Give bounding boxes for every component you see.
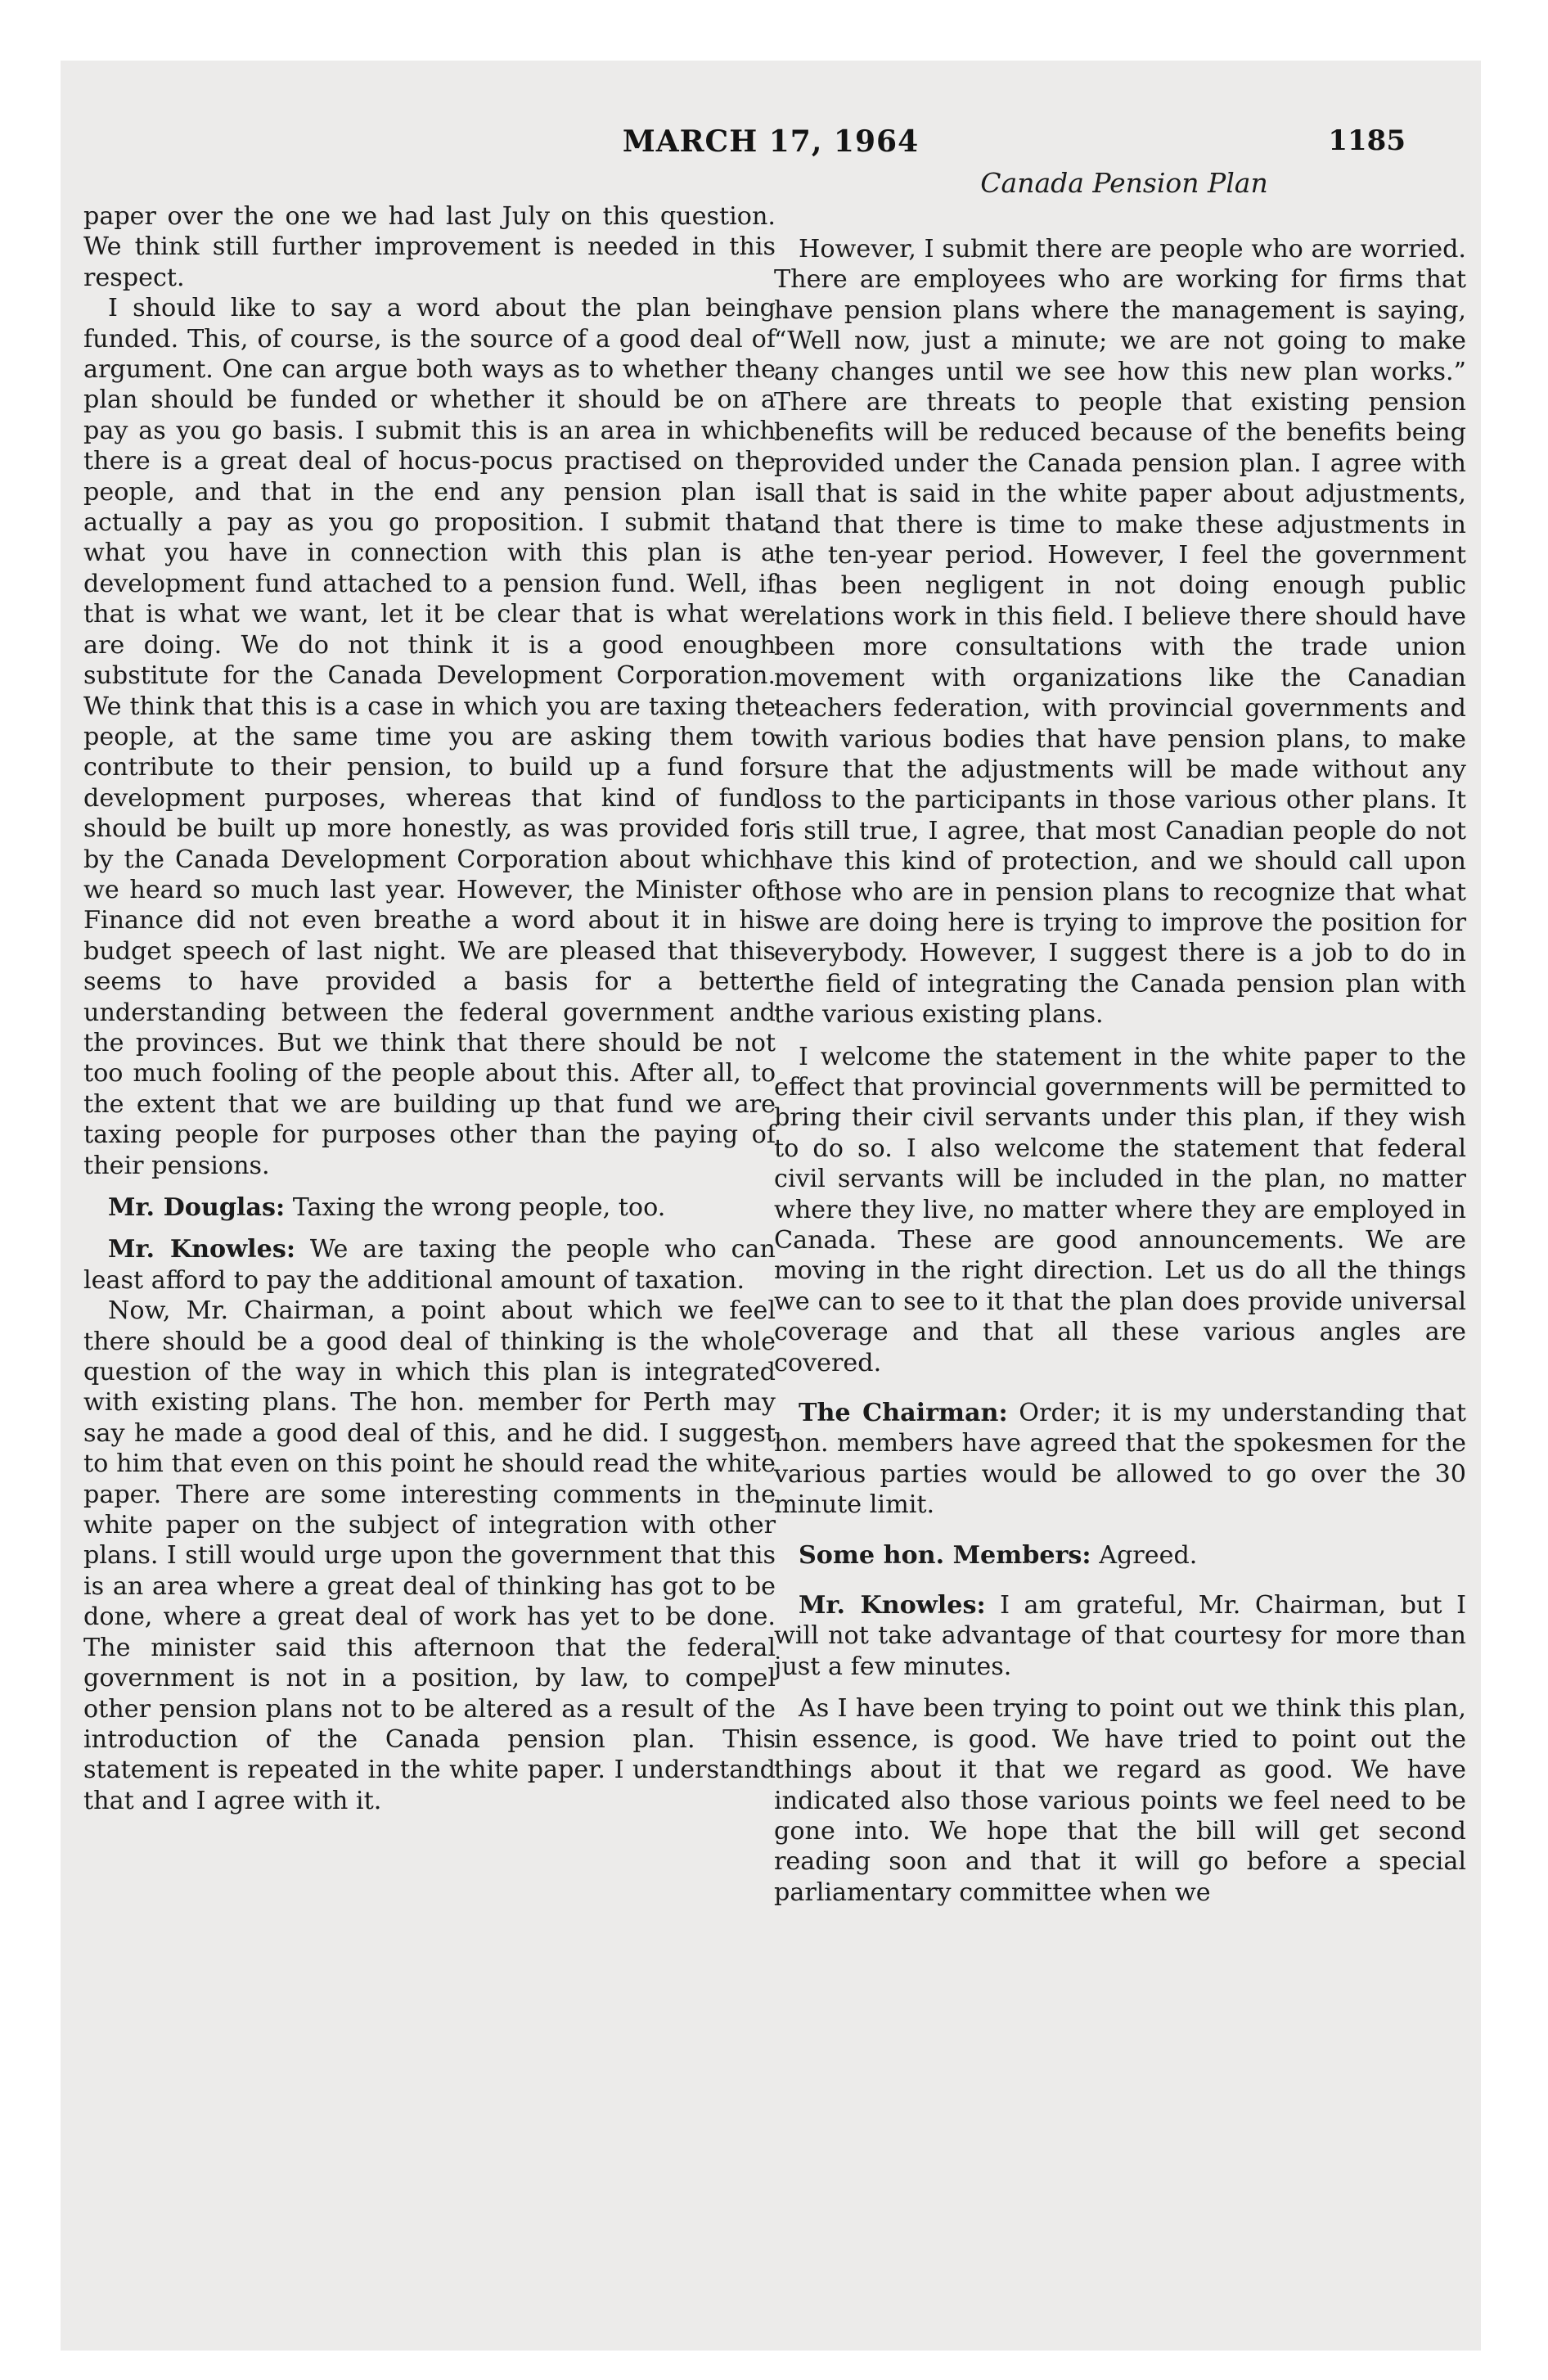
speaker-name: Mr. Knowles: (108, 1235, 295, 1264)
speech (774, 1398, 1466, 1521)
page-number: 1185 (1328, 124, 1406, 157)
left-column (83, 201, 776, 1816)
speaker-name: Mr. Douglas: (108, 1193, 286, 1222)
speech-text: Order; it is my understanding that hon. members have agreed that the spokesmen for the various parties would be allowed to go over the 30 minute limit. (774, 1399, 1466, 1520)
hansard-page (61, 61, 1481, 2351)
running-subject: Canada Pension Plan (980, 167, 1268, 199)
right-column (774, 201, 1466, 1908)
header-date: MARCH 17, 1964 (622, 124, 920, 159)
page-header (61, 124, 1481, 174)
paragraph: However, I submit there are people who are worried. There are employees who are working for firms that have pension plans where the management is saying, “Well now, just a minute; we are not going to make any changes until we see how this new plan works.” There are threats to people that existing pension benefits will be reduced because of the benefits being provided under the Canada pension plan. I agree with all that is said in the white paper about adjustments, and that there is time to make these adjustments in the ten-year period. However, I feel the government has been negligent in not doing enough public relations work in this field. I believe there should have been more consultations with the trade union movement with organizations like the Canadian teachers federation, with provincial governments and with various bodies that have pension plans, to make sure that the adjustments will be made without any loss to the participants in those various other plans. It is still true, I agree, that most Canadian people do not have this kind of protection, and we should call upon those who are in pension plans to recognize that what we are doing here is trying to improve the position for everybody. However, I suggest there is a job to do in the field of integrating the Canada pension plan with the various existing plans. (774, 235, 1466, 1030)
speaker-name: Mr. Knowles: (799, 1591, 986, 1620)
paragraph: paper over the one we had last July on this question. We think still further improvement is needed in this respect. (83, 202, 776, 292)
speaker-name: Some hon. Members: (799, 1540, 1091, 1570)
speech-text: We are taxing the people who can least afford to pay the additional amount of taxation. (83, 1235, 776, 1295)
speech-text: Agreed. (1099, 1540, 1198, 1570)
speech-text: I am grateful, Mr. Chairman, but I will not take advantage of that courtesy for more than just a few minutes. (774, 1591, 1466, 1681)
speech (774, 1590, 1466, 1682)
speech (774, 1540, 1466, 1571)
speech (83, 1192, 776, 1223)
paragraph: I welcome the statement in the white paper to the effect that provincial governments will be permitted to bring their civil servants under this plan, if they wish to do so. I also welcome the statement that federal civil servants will be included in the plan, no matter where they live, no matter where they are employed in Canada. These are good announcements. We are moving in the right direction. Let us do all the things we can to see to it that the plan does provide universal coverage and that all these various angles are covered. (774, 1042, 1466, 1377)
paragraph: Now, Mr. Chairman, a point about which we feel there should be a good deal of thinking is the whole question of the way in which this plan is integrated with existing plans. The hon. member for Perth may say he made a good deal of this, and he did. I suggest to him that even on this point he should read the white paper. There are some interesting comments in the white paper on the subject of integration with other plans. I still would urge upon the government that this is an area where a great deal of thinking has got to be done, where a great deal of work has yet to be done. The minister said this afternoon that the federal government is not in a position, by law, to compel other pension plans not to be altered as a result of the introduction of the Canada pension plan. This statement is repeated in the white paper. I understand that and I agree with it. (83, 1296, 776, 1815)
speech-text: Taxing the wrong people, too. (292, 1193, 666, 1222)
paragraph: I should like to say a word about the plan being funded. This, of course, is the source of a good deal of argument. One can argue both ways as to whether the plan should be funded or whether it should be on a pay as you go basis. I submit this is an area in which there is a great deal of hocus-pocus practised on the people, and that in the end any pension plan is actually a pay as you go proposition. I submit that what you have in connection with this plan is a development fund attached to a pension fund. Well, if that is what we want, let it be clear that is what we are doing. We do not think it is a good enough substitute for the Canada Development Corporation. We think that this is a case in which you are taxing the people, at the same time you are asking them to contribute to their pension, to build up a fund for development purposes, whereas that kind of fund should be built up more honestly, as was provided for by the Canada Development Corporation about which we heard so much last year. However, the Minister of Finance did not even breathe a word about it in his budget speech of last night. We are pleased that this seems to have provided a basis for a better understanding between the federal government and the provinces. But we think that there should be not too much fooling of the people about this. After all, to the extent that we are building up that fund we are taxing people for purposes other than the paying of their pensions. (83, 294, 776, 1180)
paragraph: As I have been trying to point out we think this plan, in essence, is good. We have tried to point out the things about it that we regard as good. We have indicated also those various points we feel need to be gone into. We hope that the bill will get second reading soon and that it will go before a special parliamentary committee when we (774, 1694, 1466, 1907)
speaker-name: The Chairman: (799, 1399, 1008, 1428)
speech (83, 1234, 776, 1296)
